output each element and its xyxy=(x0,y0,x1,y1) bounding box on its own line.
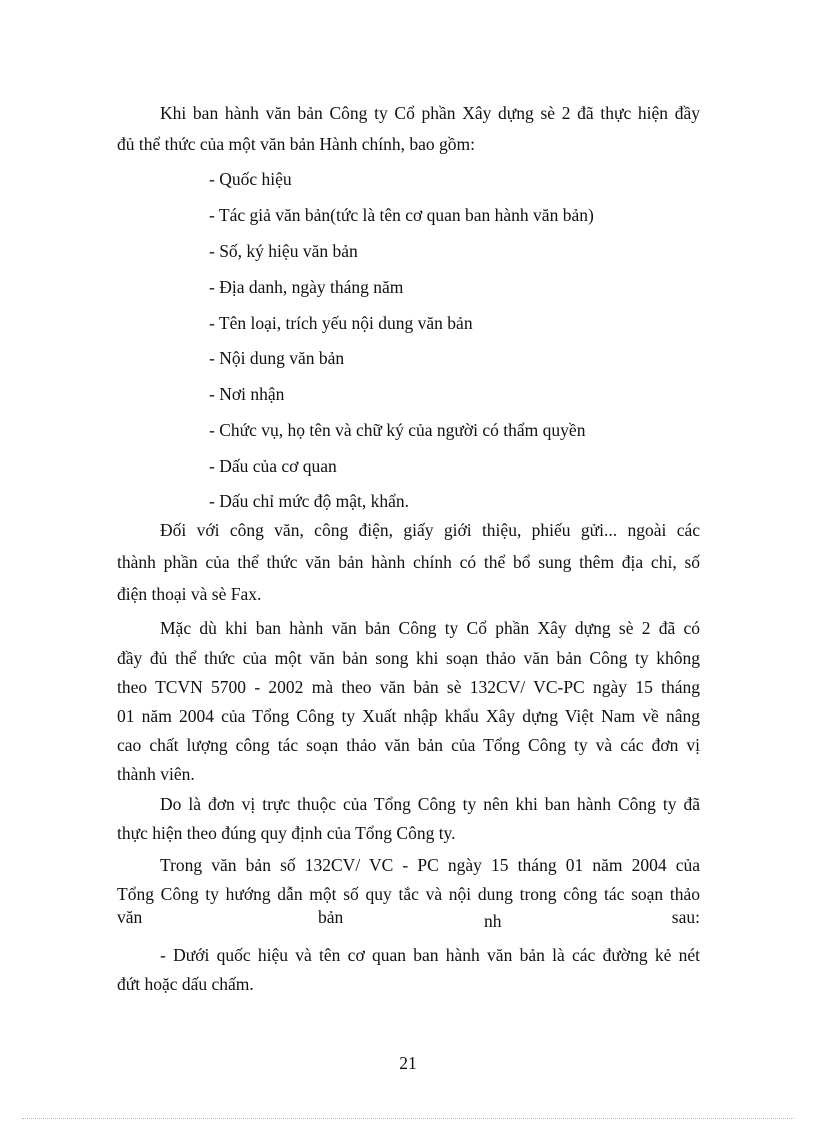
paragraph-4-line-1: Do là đơn vị trực thuộc của Tổng Công ty nên khi ban hành Công ty đã xyxy=(160,794,700,814)
paragraph-5-line-2: Tổng Công ty hướng dẫn một số quy tắc và nội dung trong công tác soạn thảo xyxy=(117,884,700,904)
paragraph-3-line-5: cao chất lượng công tác soạn thảo văn bản của Tổng Công ty và các đơn vị xyxy=(117,735,700,755)
paragraph-1-line-1: Khi ban hành văn bản Công ty Cổ phần Xây dựng sè 2 đã thực hiện đầy xyxy=(160,103,700,123)
list-item-5: - Tên loại, trích yếu nội dung văn bản xyxy=(209,313,473,333)
paragraph-3-line-3: theo TCVN 5700 - 2002 mà theo văn bản sè 132CV/ VC-PC ngày 15 tháng xyxy=(117,677,700,697)
paragraph-6-line-1: - Dưới quốc hiệu và tên cơ quan ban hành văn bản là các đường kẻ nét xyxy=(160,945,700,965)
paragraph-2-line-2: thành phần của thể thức văn bản hành chính có thể bổ sung thêm địa chỉ, số xyxy=(117,552,700,572)
list-item-2: - Tác giả văn bản(tức là tên cơ quan ban hành văn bản) xyxy=(209,205,594,225)
list-item-1: - Quốc hiệu xyxy=(209,169,292,189)
paragraph-3-line-2: đầy đủ thể thức của một văn bản song khi soạn thảo văn bản Công ty không xyxy=(117,648,700,668)
list-item-10: - Dấu chỉ mức độ mật, khẩn. xyxy=(209,491,409,511)
word-nh: nh xyxy=(484,911,502,931)
word-ban: bản xyxy=(318,907,344,927)
list-item-7: - Nơi nhận xyxy=(209,384,285,404)
paragraph-3-line-6: thành viên. xyxy=(117,764,195,784)
paragraph-2-line-3: điện thoại và sè Fax. xyxy=(117,584,262,604)
list-item-8: - Chức vụ, họ tên và chữ ký của người có thẩm quyền xyxy=(209,420,586,440)
word-van: văn xyxy=(117,907,143,927)
paragraph-1-line-2: đủ thể thức của một văn bản Hành chính, bao gồm: xyxy=(117,134,475,154)
paragraph-3-line-1: Mặc dù khi ban hành văn bản Công ty Cổ phần Xây dựng sè 2 đã có xyxy=(160,618,700,638)
paragraph-3-line-4: 01 năm 2004 của Tổng Công ty Xuất nhập khẩu Xây dựng Việt Nam về nâng xyxy=(117,706,700,726)
word-sau: sau: xyxy=(671,907,700,927)
page-number: 21 xyxy=(399,1053,417,1073)
list-item-9: - Dấu của cơ quan xyxy=(209,456,337,476)
list-item-4: - Địa danh, ngày tháng năm xyxy=(209,277,404,297)
list-item-3: - Số, ký hiệu văn bản xyxy=(209,241,358,261)
paragraph-5-line-3 xyxy=(117,907,700,937)
page-bottom-divider xyxy=(22,1118,794,1119)
paragraph-4-line-2: thực hiện theo đúng quy định của Tổng Công ty. xyxy=(117,823,456,843)
paragraph-6-line-2: đứt hoặc dấu chấm. xyxy=(117,974,254,994)
list-item-6: - Nội dung văn bản xyxy=(209,348,345,368)
paragraph-5-line-1: Trong văn bản số 132CV/ VC - PC ngày 15 tháng 01 năm 2004 của xyxy=(160,855,700,875)
paragraph-2-line-1: Đối với công văn, công điện, giấy giới thiệu, phiếu gửi... ngoài các xyxy=(160,520,700,540)
